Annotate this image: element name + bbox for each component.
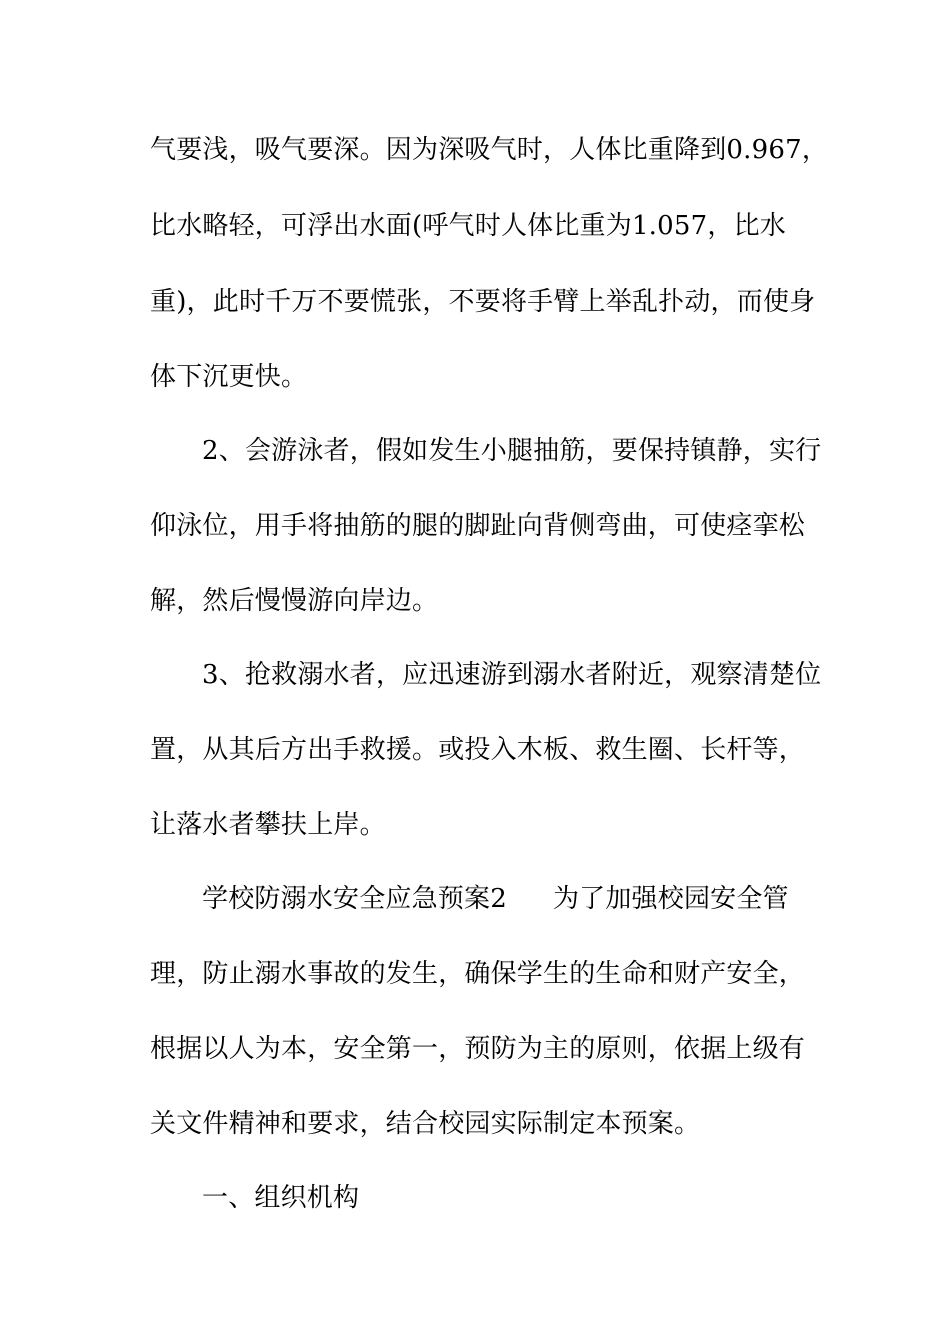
text-line: 3、抢救溺水者，应迅速游到溺水者附近，观察清楚位: [202, 660, 822, 690]
text-line: 重)，此时千万不要慌张，不要将手臂上举乱扑动，而使身: [150, 287, 816, 317]
text-line: 关文件精神和要求，结合校园实际制定本预案。: [150, 1109, 701, 1139]
text-line: 仰泳位，用手将抽筋的腿的脚趾向背侧弯曲，可使痉挛松: [150, 511, 806, 541]
text-line: 根据以人为本，安全第一，预防为主的原则，依据上级有: [150, 1034, 806, 1064]
text-line: 比水略轻，可浮出水面(呼气时人体比重为1.057，比水: [150, 211, 786, 241]
text-line: 理，防止溺水事故的发生，确保学生的生命和财产安全，: [150, 959, 806, 989]
section-heading-line: [202, 879, 862, 919]
text-line: 让落水者攀扶上岸。: [150, 810, 386, 840]
text-line: 气要浅，吸气要深。因为深吸气时，人体比重降到0.967，: [150, 135, 829, 165]
text-line: 解，然后慢慢游向岸边。: [150, 586, 439, 616]
text-line: 置，从其后方出手救援。或投入木板、救生圈、长杆等，: [150, 735, 806, 765]
text-line: 体下沉更快。: [150, 362, 308, 392]
text-run: 为了加强校园安全管: [552, 884, 789, 914]
section-title: 学校防溺水安全应急预案2: [202, 884, 507, 914]
text-line: 2、会游泳者，假如发生小腿抽筋，要保持镇静，实行: [202, 436, 822, 466]
subsection-heading: 一、组织机构: [202, 1183, 360, 1213]
